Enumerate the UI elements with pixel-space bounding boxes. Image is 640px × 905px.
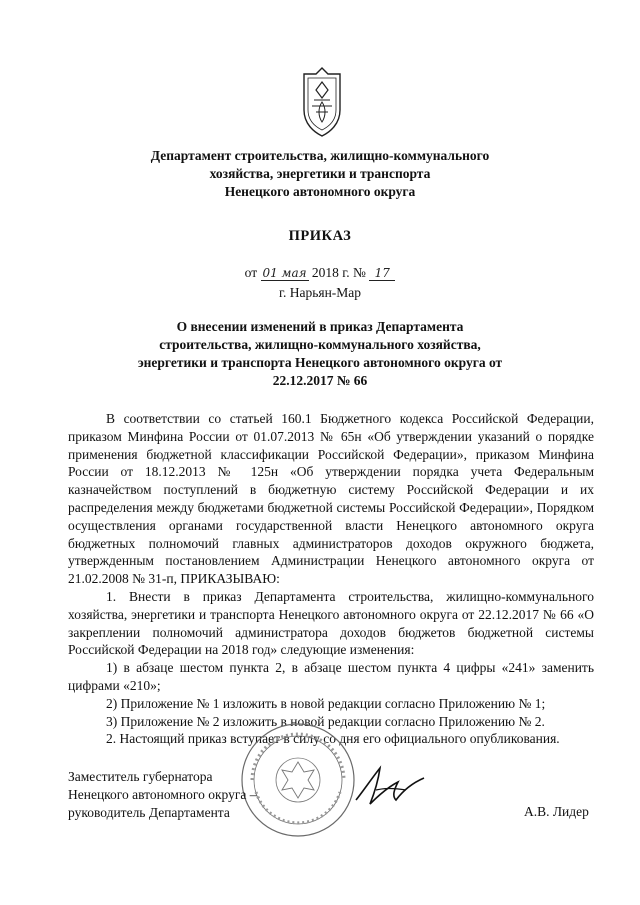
position-line: Заместитель губернатора <box>68 769 213 784</box>
handwritten-number: 17 <box>369 266 395 281</box>
position-line: руководитель Департамента <box>68 805 230 820</box>
subitem-2-paragraph: 2) Приложение № 1 изложить в новой редакции согласно Приложению № 1; <box>106 695 546 711</box>
coat-of-arms-icon <box>298 66 346 138</box>
handwritten-date: 01 мая <box>262 266 307 280</box>
order-subject <box>0 318 640 390</box>
order-body <box>68 410 594 748</box>
city: г. Нарьян-Мар <box>278 285 362 300</box>
subitem-1-paragraph: 1) в абзаце шестом пункта 2, в абзаце шестом пункта 4 цифры «241» заменить цифрами «210»; <box>68 660 594 693</box>
department-line: хозяйства, энергетики и транспорта <box>209 166 431 181</box>
item-2-paragraph: 2. Настоящий приказ вступает в силу со дня его официального опубликования. <box>106 731 560 747</box>
item-1-paragraph: 1. Внести в приказ Департамента строительства, жилищно-коммунального хозяйства, энергетики и транспорта Ненецкого автономного округа от 22.12.2017 № 66 «О закреплении полномочий администратора доходов бюджетов бюджетной системы Российской Федерации на 2018 год» следующие изменения: <box>68 588 594 658</box>
date-prefix: от <box>244 265 258 280</box>
order-date-line <box>0 265 640 281</box>
department-line: Департамент строительства, жилищно-коммунального <box>150 148 490 163</box>
position-line: Ненецкого автономного округа – <box>68 787 257 802</box>
subject-line: энергетики и транспорта Ненецкого автономного округа от <box>137 355 503 370</box>
department-line: Ненецкого автономного округа <box>224 184 416 199</box>
signatory-position <box>68 768 256 822</box>
subject-line: О внесении изменений в приказ Департамента <box>176 319 464 334</box>
order-title: ПРИКАЗ <box>288 228 352 244</box>
handwritten-signature-icon <box>350 760 430 810</box>
preamble-paragraph: В соответствии со статьей 160.1 Бюджетного кодекса Российской Федерации, приказом Минфина России от 01.07.2013 № 65н «Об утверждении указаний о порядке применения бюджетной классификации Российской Федерации», приказом Минфина России от 18.12.2013 № 125н «Об утверждении порядка учета Федеральным казначейством поступлений в бюджетную систему Российской Федерации и их распределения между бюджетами бюджетной системы Российской Федерации», Порядком осуществления органами государственной власти Ненецкого автономного округа бюджетных полномочий главных администраторов доходов окружного бюджета, утвержденным постановлением Администрации Ненецкого автономного округа от 21.02.2008 № 31-п, ПРИКАЗЫВАЮ: <box>68 411 594 587</box>
department-header <box>0 147 640 201</box>
signatory-name: А.В. Лидер <box>524 804 589 819</box>
subject-line: строительства, жилищно-коммунального хозяйства, <box>159 337 481 352</box>
subitem-3-paragraph: 3) Приложение № 2 изложить в новой редакции согласно Приложению № 2. <box>106 713 545 729</box>
subject-line: 22.12.2017 № 66 <box>272 373 368 388</box>
year-number-label: 2018 г. № <box>311 265 366 280</box>
